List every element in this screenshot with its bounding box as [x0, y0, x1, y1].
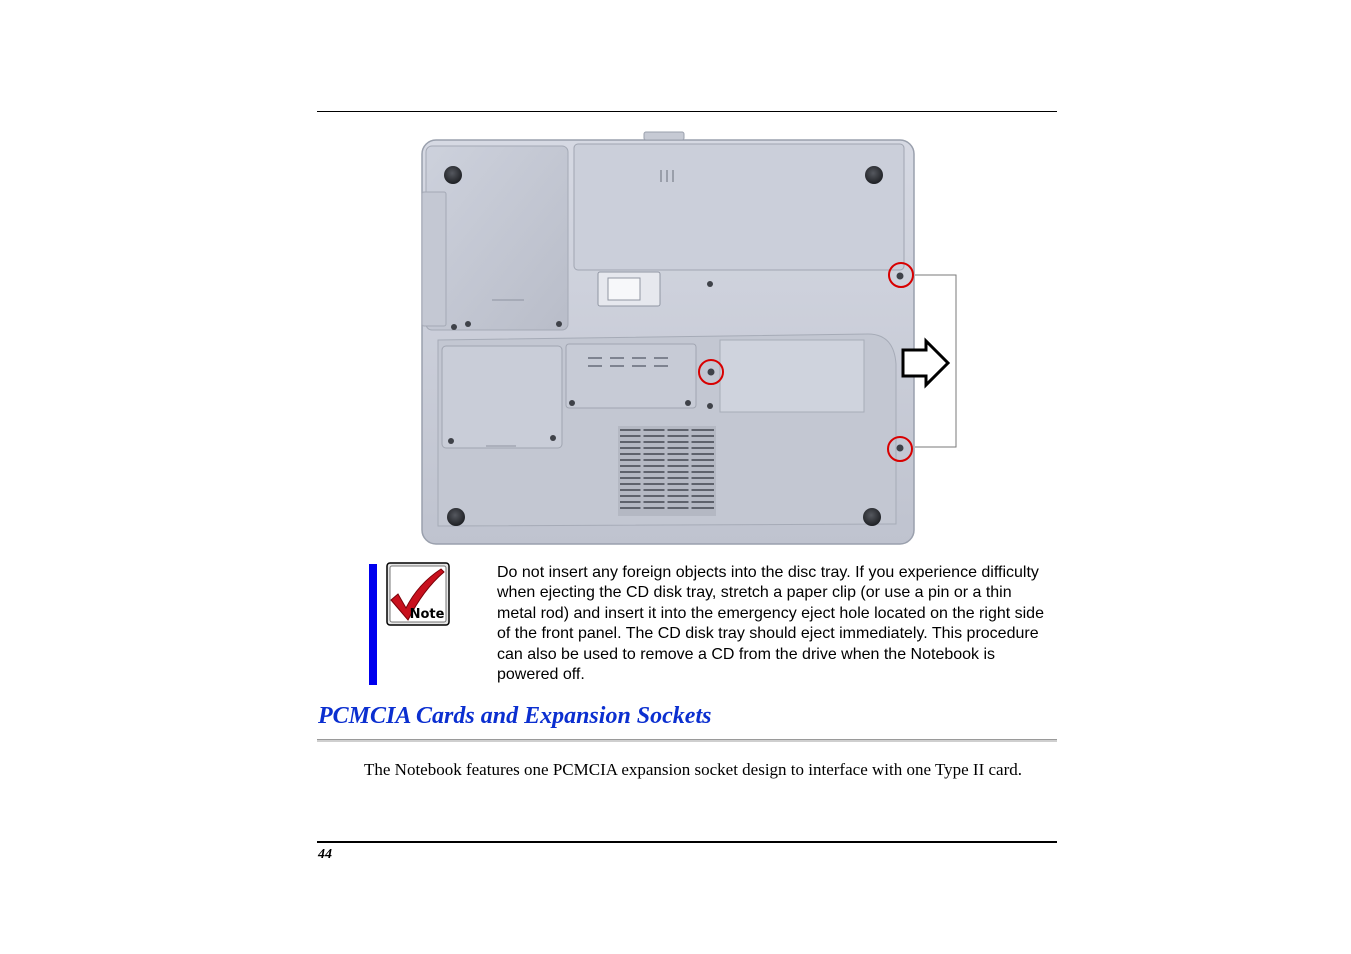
footer-rule	[317, 841, 1057, 843]
note-checkmark-icon	[386, 562, 450, 626]
header-rule	[317, 111, 1057, 112]
section-title: PCMCIA Cards and Expansion Sockets	[318, 703, 712, 729]
note-accent-bar	[369, 564, 377, 685]
note-text: Do not insert any foreign objects into the disc tray. If you experience difficulty when ejecting the CD disk tray, stretch a paper clip (or use a pin or a thin metal rod) and insert it into the emergency eject hole located on the right side of the front panel. The CD disk tray should eject immediately. This procedure can also be used to remove a CD from the drive when the Notebook is powered off.	[497, 564, 1044, 684]
page-number: 44	[318, 847, 332, 862]
section-title-rule	[317, 739, 1057, 742]
laptop-bottom-view	[416, 128, 961, 548]
section-body: The Notebook features one PCMCIA expansion socket design to interface with one Type II card.	[364, 760, 1023, 779]
note-icon-label: Note	[409, 607, 445, 622]
